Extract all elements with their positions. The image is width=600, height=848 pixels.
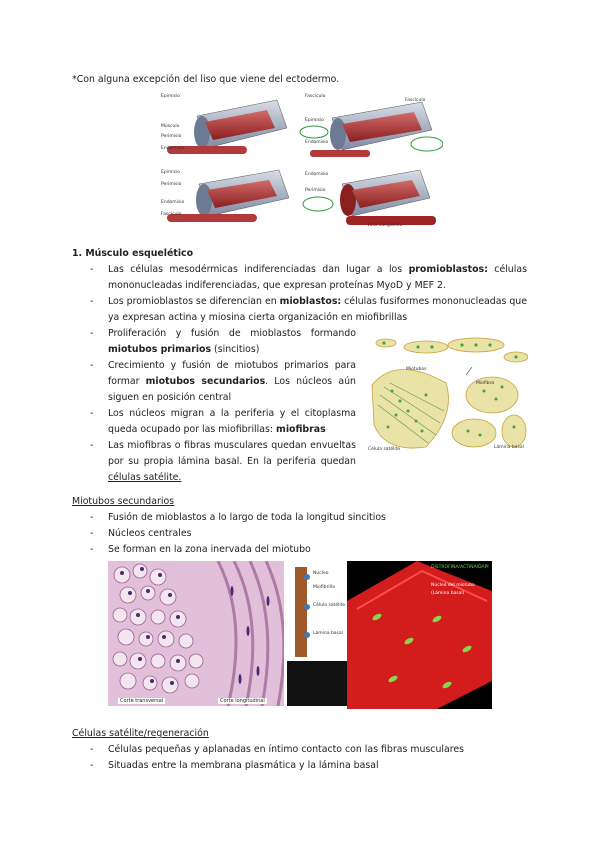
fig1-label-6: Endomisio [305,140,329,145]
fluor-label-1: Núcleo del miotubo [431,583,475,588]
fig1-label-3: Endomisio [161,146,185,151]
fig1-label-5: Epimisio [305,118,324,123]
myotube-diagram [287,561,347,706]
section-title-secondary-myotubes: Miotubos secundarios [72,496,175,507]
fig1-label-13: Perimisio [305,188,326,193]
myogenesis-illustration [366,335,528,455]
fig1-label-14: Vaso sanguíneo [367,223,403,228]
bullet: - [90,760,94,771]
list-item: Situadas entre la membrana plasmática y la lámina basal [108,760,379,771]
fig2-label-2: Célula satélite [368,447,401,452]
list-item: Proliferación y fusión de mioblastos formando miotubos primarios (sincitios) [108,328,356,355]
fig1-label-2: Perimisio [161,134,182,139]
intro-note: *Con alguna excepción del liso que viene del ectodermo. [72,74,340,85]
list-item: Se forman en la zona inervada del miotubo [108,544,311,555]
muscle-structure-illustration [157,88,443,230]
bullet: - [90,296,94,307]
fig1-label-0: Epimisio [161,94,180,99]
caption-longitudinal: Corte longitudinal [220,698,265,704]
myogenesis-figure [366,335,528,455]
histology-illustration [108,561,284,706]
fluorescence-image [347,561,492,709]
bullet: - [90,528,94,539]
list-item: Las miofibras o fibras musculares quedan envueltas por su propia lámina basal. En la periferia quedan células satélite. [108,440,356,483]
list-item: Los núcleos migran a la periferia y el citoplasma queda ocupado por las miofibrillas: miofibras [108,408,356,435]
bullet: - [90,512,94,523]
fluor-label-2: (Lámina basal) [431,591,465,596]
fig1-label-4: Fascículo [305,94,326,99]
bullet: - [90,744,94,755]
list-item: Fusión de mioblastos a lo largo de toda la longitud sincitios [108,512,386,523]
fig1-label-11: Fascículo [161,212,182,217]
bullet: - [90,544,94,555]
diagram-label-2: Célula satélite [313,603,346,608]
histology-image [108,561,284,706]
section-title-satellite-cells: Células satélite/regeneración [72,728,209,739]
list-item: Crecimiento y fusión de miotubos primarios para formar miotubos secundarios. Los núcleos aún siguen en posición central [108,360,356,403]
fluor-label-0: DISTROFINA/ACTINA/DAPI [431,565,489,570]
list-item: Los promioblastos se diferencian en mioblastos: células fusiformes mononucleadas que ya expresan actina y miosina cierta organización en miofibrillas [108,296,528,323]
bullet: - [90,408,94,419]
list-item: Las células mesodérmicas indiferenciadas dan lugar a los promioblastos: células mononucleadas indiferenciadas, que expresan proteínas MyoD y MEF 2. [108,264,527,291]
fig1-label-9: Perimisio [161,182,182,187]
fig1-label-7: Fascículo [405,98,426,103]
bullet: - [90,328,94,339]
muscle-structure-figure [157,88,443,230]
section-title-skeletal-muscle: 1. Músculo esquelético [72,248,194,259]
fig2-label-1: Miofibra [476,381,495,386]
diagram-label-0: Núcleo [313,571,329,576]
diagram-label-3: Lámina basal [313,631,343,636]
fig1-label-10: Endomisio [161,200,185,205]
fig2-label-3: Lámina basal [494,445,524,450]
fig1-label-8: Epimisio [161,170,180,175]
bullet: - [90,440,94,451]
list-item: Células pequeñas y aplanadas en íntimo contacto con las fibras musculares [108,744,465,755]
fig1-label-1: Músculo [161,124,180,129]
fig2-label-0: Miotubos [406,367,427,372]
bullet: - [90,360,94,371]
diagram-label-1: Miofibrilla [313,585,335,590]
fig1-label-12: Endomisio [305,172,329,177]
bullet: - [90,264,94,275]
list-item: Núcleos centrales [108,528,192,539]
caption-transverse: Corte transversal [120,698,164,704]
